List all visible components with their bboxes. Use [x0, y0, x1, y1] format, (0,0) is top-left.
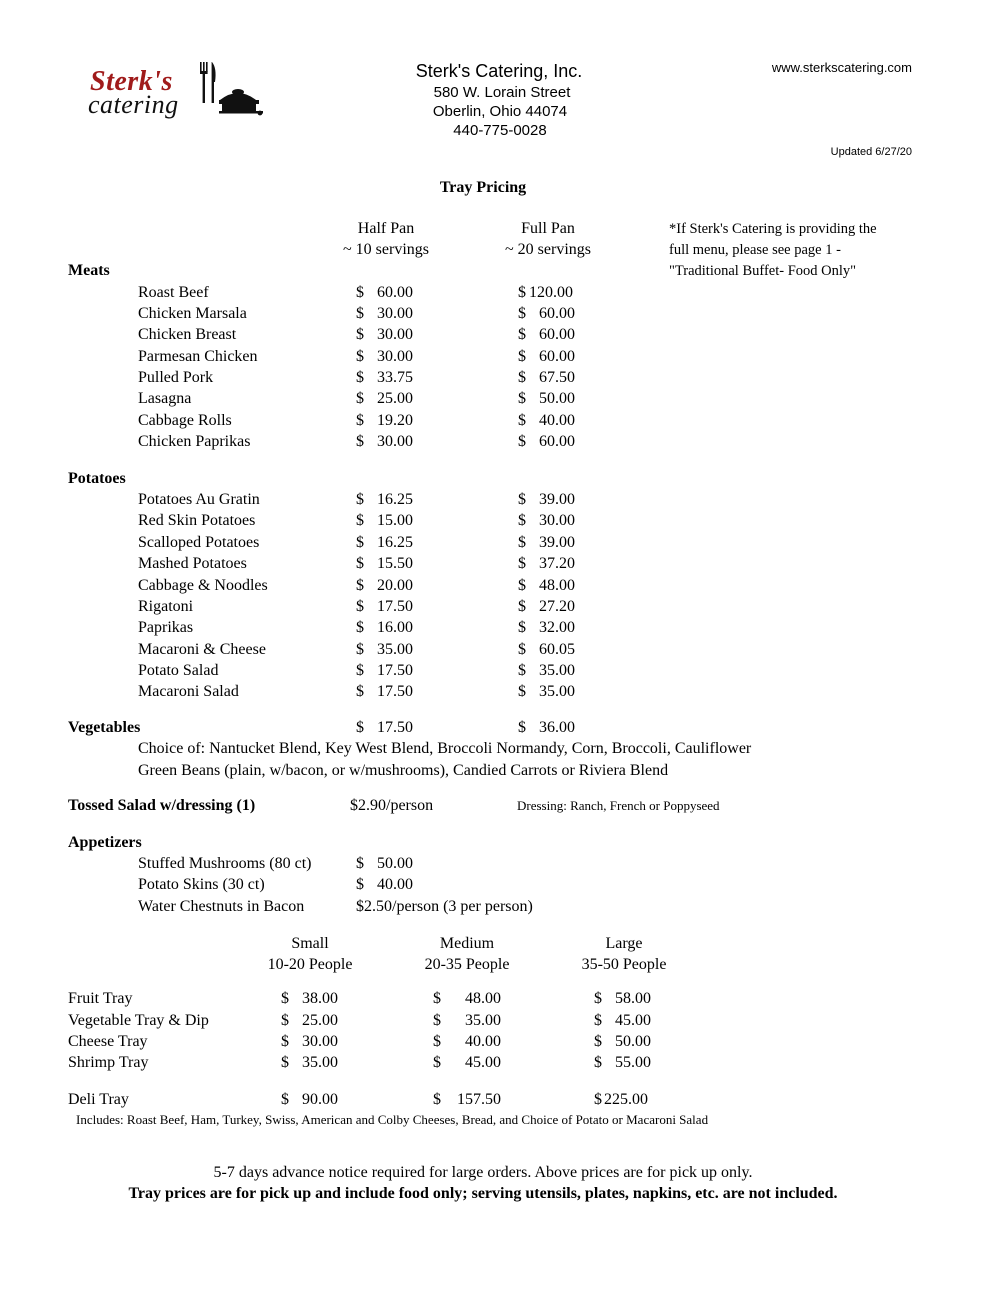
vegetables-row	[0, 717, 1000, 738]
half-pan-price: 30.00	[377, 305, 413, 322]
menu-row	[0, 853, 1000, 874]
currency-symbol: $	[433, 990, 441, 1007]
currency-symbol: $	[356, 412, 364, 429]
page-title: Tray Pricing	[439, 179, 527, 196]
item-name: Macaroni Salad	[138, 683, 239, 700]
currency-symbol: $	[356, 719, 364, 736]
currency-symbol: $	[518, 619, 526, 636]
appetizer-price: 50.00	[377, 855, 413, 872]
currency-symbol: $	[356, 534, 364, 551]
full-pan-price: 60.05	[539, 641, 575, 658]
salad-price: $2.90/person	[350, 797, 434, 814]
large-price: 50.00	[615, 1033, 651, 1050]
half-pan-label: Half Pan	[357, 220, 415, 237]
full-pan-price: 60.00	[539, 305, 575, 322]
full-pan-price: 48.00	[539, 577, 575, 594]
logo-text-catering: catering	[88, 90, 179, 119]
tray-row	[0, 1052, 1000, 1073]
item-name: Paprikas	[138, 619, 194, 636]
full-pan-price: 32.00	[539, 619, 575, 636]
half-pan-price: 33.75	[377, 369, 413, 386]
item-name: Potato Skins (30 ct)	[138, 876, 265, 893]
currency-symbol: $	[594, 1091, 602, 1108]
small-price: 25.00	[302, 1012, 338, 1029]
currency-symbol: $	[518, 598, 526, 615]
currency-symbol: $	[518, 555, 526, 572]
currency-symbol: $	[518, 662, 526, 679]
half-pan-price: 30.00	[377, 326, 413, 343]
item-name: Water Chestnuts in Bacon	[138, 898, 305, 915]
menu-row	[0, 367, 1000, 388]
currency-symbol: $	[356, 855, 364, 872]
item-name: Pulled Pork	[138, 369, 214, 386]
half-pan-price: 17.50	[377, 683, 413, 700]
company-street: 580 W. Lorain Street	[433, 84, 571, 101]
currency-symbol: $	[356, 598, 364, 615]
currency-symbol: $	[518, 326, 526, 343]
tray-size-label: Medium	[439, 935, 495, 952]
side-note-line: "Traditional Buffet- Food Only"	[669, 263, 857, 279]
menu-row	[0, 553, 1000, 574]
company-phone: 440-775-0028	[453, 122, 547, 139]
half-pan-price: 20.00	[377, 577, 413, 594]
potatoes-heading: Potatoes	[68, 470, 126, 487]
advance-notice: 5-7 days advance notice required for large orders. Above prices are for pick up only.	[213, 1164, 753, 1181]
currency-symbol: $	[356, 326, 364, 343]
half-pan-price: 16.00	[377, 619, 413, 636]
full-pan-price: 30.00	[539, 512, 575, 529]
currency-symbol: $	[356, 683, 364, 700]
currency-symbol: $	[281, 1054, 289, 1071]
currency-symbol: $	[518, 534, 526, 551]
currency-symbol: $	[356, 284, 364, 301]
full-pan-label: Full Pan	[521, 220, 575, 237]
currency-symbol: $	[594, 1033, 602, 1050]
currency-symbol: $	[594, 1054, 602, 1071]
half-pan-servings: ~ 10 servings	[343, 241, 429, 258]
medium-price: 40.00	[465, 1033, 501, 1050]
menu-row	[0, 303, 1000, 324]
tray-row	[0, 988, 1000, 1009]
full-pan-price: 60.00	[539, 433, 575, 450]
currency-symbol: $	[518, 577, 526, 594]
currency-symbol: $	[518, 433, 526, 450]
currency-symbol: $	[433, 1012, 441, 1029]
half-pan-price: 35.00	[377, 641, 413, 658]
menu-row	[0, 282, 1000, 303]
currency-symbol: $	[356, 369, 364, 386]
item-name: Lasagna	[138, 390, 192, 407]
currency-symbol: $	[356, 641, 364, 658]
item-name: Chicken Marsala	[138, 305, 247, 322]
item-name: Stuffed Mushrooms (80 ct)	[138, 855, 312, 872]
menu-row	[0, 639, 1000, 660]
menu-row	[0, 896, 1000, 917]
vegetables-choice-line: Choice of: Nantucket Blend, Key West Blend, Broccoli Normandy, Corn, Broccoli, Cauliflower	[138, 740, 752, 757]
small-price: 30.00	[302, 1033, 338, 1050]
currency-symbol: $	[281, 1091, 289, 1108]
currency-symbol: $	[518, 491, 526, 508]
item-name: Red Skin Potatoes	[138, 512, 256, 529]
large-price: 58.00	[615, 990, 651, 1007]
tray-size-label: Large	[605, 935, 643, 952]
currency-symbol: $	[433, 1033, 441, 1050]
item-name: Mashed Potatoes	[138, 555, 247, 572]
currency-symbol: $	[356, 662, 364, 679]
menu-row	[0, 575, 1000, 596]
medium-price: 48.00	[465, 990, 501, 1007]
currency-symbol: $	[281, 1033, 289, 1050]
currency-symbol: $	[518, 305, 526, 322]
menu-row	[0, 660, 1000, 681]
vegetables-choice-line: Green Beans (plain, w/bacon, or w/mushrooms), Candied Carrots or Riviera Blend	[138, 762, 669, 779]
currency-symbol: $	[356, 433, 364, 450]
updated-date: Updated 6/27/20	[830, 146, 912, 158]
tray-name: Shrimp Tray	[68, 1054, 149, 1071]
half-pan-price: 16.25	[377, 534, 413, 551]
company-logo	[86, 60, 266, 124]
menu-row	[0, 681, 1000, 702]
currency-symbol: $	[356, 390, 364, 407]
menu-row	[0, 410, 1000, 431]
medium-price: 35.00	[465, 1012, 501, 1029]
item-name: Chicken Breast	[138, 326, 237, 343]
full-pan-price: 35.00	[539, 683, 575, 700]
currency-symbol: $	[518, 512, 526, 529]
menu-row	[0, 874, 1000, 895]
tray-size-people: 35-50 People	[581, 956, 667, 973]
currency-symbol: $	[433, 1091, 441, 1108]
full-pan-price: 67.50	[539, 369, 575, 386]
currency-symbol: $	[356, 577, 364, 594]
tray-size-people: 20-35 People	[424, 956, 510, 973]
tray-name: Cheese Tray	[68, 1033, 148, 1050]
meats-heading: Meats	[68, 262, 110, 279]
full-pan-price: 35.00	[539, 662, 575, 679]
tray-size-label: Small	[291, 935, 329, 952]
half-pan-price: 30.00	[377, 348, 413, 365]
menu-row	[0, 388, 1000, 409]
menu-row	[0, 324, 1000, 345]
half-pan-price: 30.00	[377, 433, 413, 450]
currency-symbol: $	[433, 1054, 441, 1071]
currency-symbol: $	[518, 641, 526, 658]
medium-price: 45.00	[465, 1054, 501, 1071]
salad-dressing-options: Dressing: Ranch, French or Poppyseed	[517, 798, 720, 813]
half-pan-price: 60.00	[377, 284, 413, 301]
logo-text-sterks: Sterk's	[90, 66, 173, 97]
tray-name: Vegetable Tray & Dip	[68, 1012, 209, 1029]
cutlery-chafing-dish-icon	[190, 60, 266, 120]
currency-symbol: $	[281, 1012, 289, 1029]
item-name: Rigatoni	[138, 598, 194, 615]
currency-symbol: $	[356, 555, 364, 572]
half-pan-price: 25.00	[377, 390, 413, 407]
large-price: 225.00	[604, 1091, 648, 1108]
currency-symbol: $	[594, 1012, 602, 1029]
currency-symbol: $	[518, 348, 526, 365]
half-pan-price: 17.50	[377, 719, 413, 736]
half-pan-price: 16.25	[377, 491, 413, 508]
full-pan-price: 36.00	[539, 719, 575, 736]
item-name: Cabbage & Noodles	[138, 577, 268, 594]
currency-symbol: $	[518, 719, 526, 736]
tray-name: Fruit Tray	[68, 990, 133, 1007]
large-price: 55.00	[615, 1054, 651, 1071]
half-pan-price: 17.50	[377, 662, 413, 679]
company-city: Oberlin, Ohio 44074	[432, 103, 568, 120]
side-note	[669, 219, 877, 282]
side-note-line: full menu, please see page 1 -	[669, 242, 841, 258]
salad-row	[0, 795, 1000, 816]
currency-symbol: $	[518, 369, 526, 386]
pickup-notice: Tray prices are for pick up and include food only; serving utensils, plates, napkins, etc. are not included.	[128, 1185, 838, 1202]
half-pan-price: 17.50	[377, 598, 413, 615]
currency-symbol: $	[518, 390, 526, 407]
menu-row	[0, 431, 1000, 452]
currency-symbol: $	[356, 305, 364, 322]
side-note-line: *If Sterk's Catering is providing the	[669, 221, 877, 237]
company-name: Sterk's Catering, Inc.	[415, 61, 583, 81]
full-pan-price: 39.00	[539, 534, 575, 551]
menu-row	[0, 489, 1000, 510]
item-name: Potatoes Au Gratin	[138, 491, 260, 508]
currency-symbol: $	[356, 619, 364, 636]
currency-symbol: $	[281, 990, 289, 1007]
half-pan-price: 15.00	[377, 512, 413, 529]
full-pan-price: 60.00	[539, 348, 575, 365]
tray-size-people: 10-20 People	[267, 956, 353, 973]
currency-symbol: $	[518, 284, 526, 301]
deli-tray-row	[0, 1089, 1000, 1110]
full-pan-price: 120.00	[529, 284, 573, 301]
full-pan-price: 37.20	[539, 555, 575, 572]
appetizer-price: $2.50/person (3 per person)	[356, 898, 533, 915]
item-name: Roast Beef	[138, 284, 209, 301]
currency-symbol: $	[356, 876, 364, 893]
salad-heading: Tossed Salad w/dressing (1)	[68, 797, 256, 814]
item-name: Potato Salad	[138, 662, 219, 679]
item-name: Parmesan Chicken	[138, 348, 258, 365]
item-name: Scalloped Potatoes	[138, 534, 260, 551]
currency-symbol: $	[518, 412, 526, 429]
currency-symbol: $	[594, 990, 602, 1007]
menu-row	[0, 510, 1000, 531]
tray-row	[0, 1031, 1000, 1052]
full-pan-price: 40.00	[539, 412, 575, 429]
medium-price: 157.50	[457, 1091, 501, 1108]
tray-name: Deli Tray	[68, 1091, 129, 1108]
full-pan-servings: ~ 20 servings	[505, 241, 591, 258]
small-price: 38.00	[302, 990, 338, 1007]
menu-row	[0, 346, 1000, 367]
small-price: 90.00	[302, 1091, 338, 1108]
deli-includes: Includes: Roast Beef, Ham, Turkey, Swiss, American and Colby Cheeses, Bread, and Choice of Potato or Macaroni Salad	[76, 1112, 709, 1127]
menu-row	[0, 532, 1000, 553]
currency-symbol: $	[518, 683, 526, 700]
item-name: Macaroni & Cheese	[138, 641, 266, 658]
menu-row	[0, 617, 1000, 638]
appetizers-heading: Appetizers	[68, 834, 142, 851]
full-pan-price: 39.00	[539, 491, 575, 508]
menu-row	[0, 596, 1000, 617]
full-pan-price: 60.00	[539, 326, 575, 343]
currency-symbol: $	[356, 512, 364, 529]
full-pan-price: 50.00	[539, 390, 575, 407]
full-pan-price: 27.20	[539, 598, 575, 615]
small-price: 35.00	[302, 1054, 338, 1071]
half-pan-price: 15.50	[377, 555, 413, 572]
half-pan-price: 19.20	[377, 412, 413, 429]
tray-row	[0, 1010, 1000, 1031]
currency-symbol: $	[356, 491, 364, 508]
vegetables-heading: Vegetables	[68, 719, 141, 736]
website-link[interactable]: www.sterkscatering.com	[771, 60, 912, 75]
appetizer-price: 40.00	[377, 876, 413, 893]
currency-symbol: $	[356, 348, 364, 365]
item-name: Chicken Paprikas	[138, 433, 251, 450]
item-name: Cabbage Rolls	[138, 412, 232, 429]
large-price: 45.00	[615, 1012, 651, 1029]
